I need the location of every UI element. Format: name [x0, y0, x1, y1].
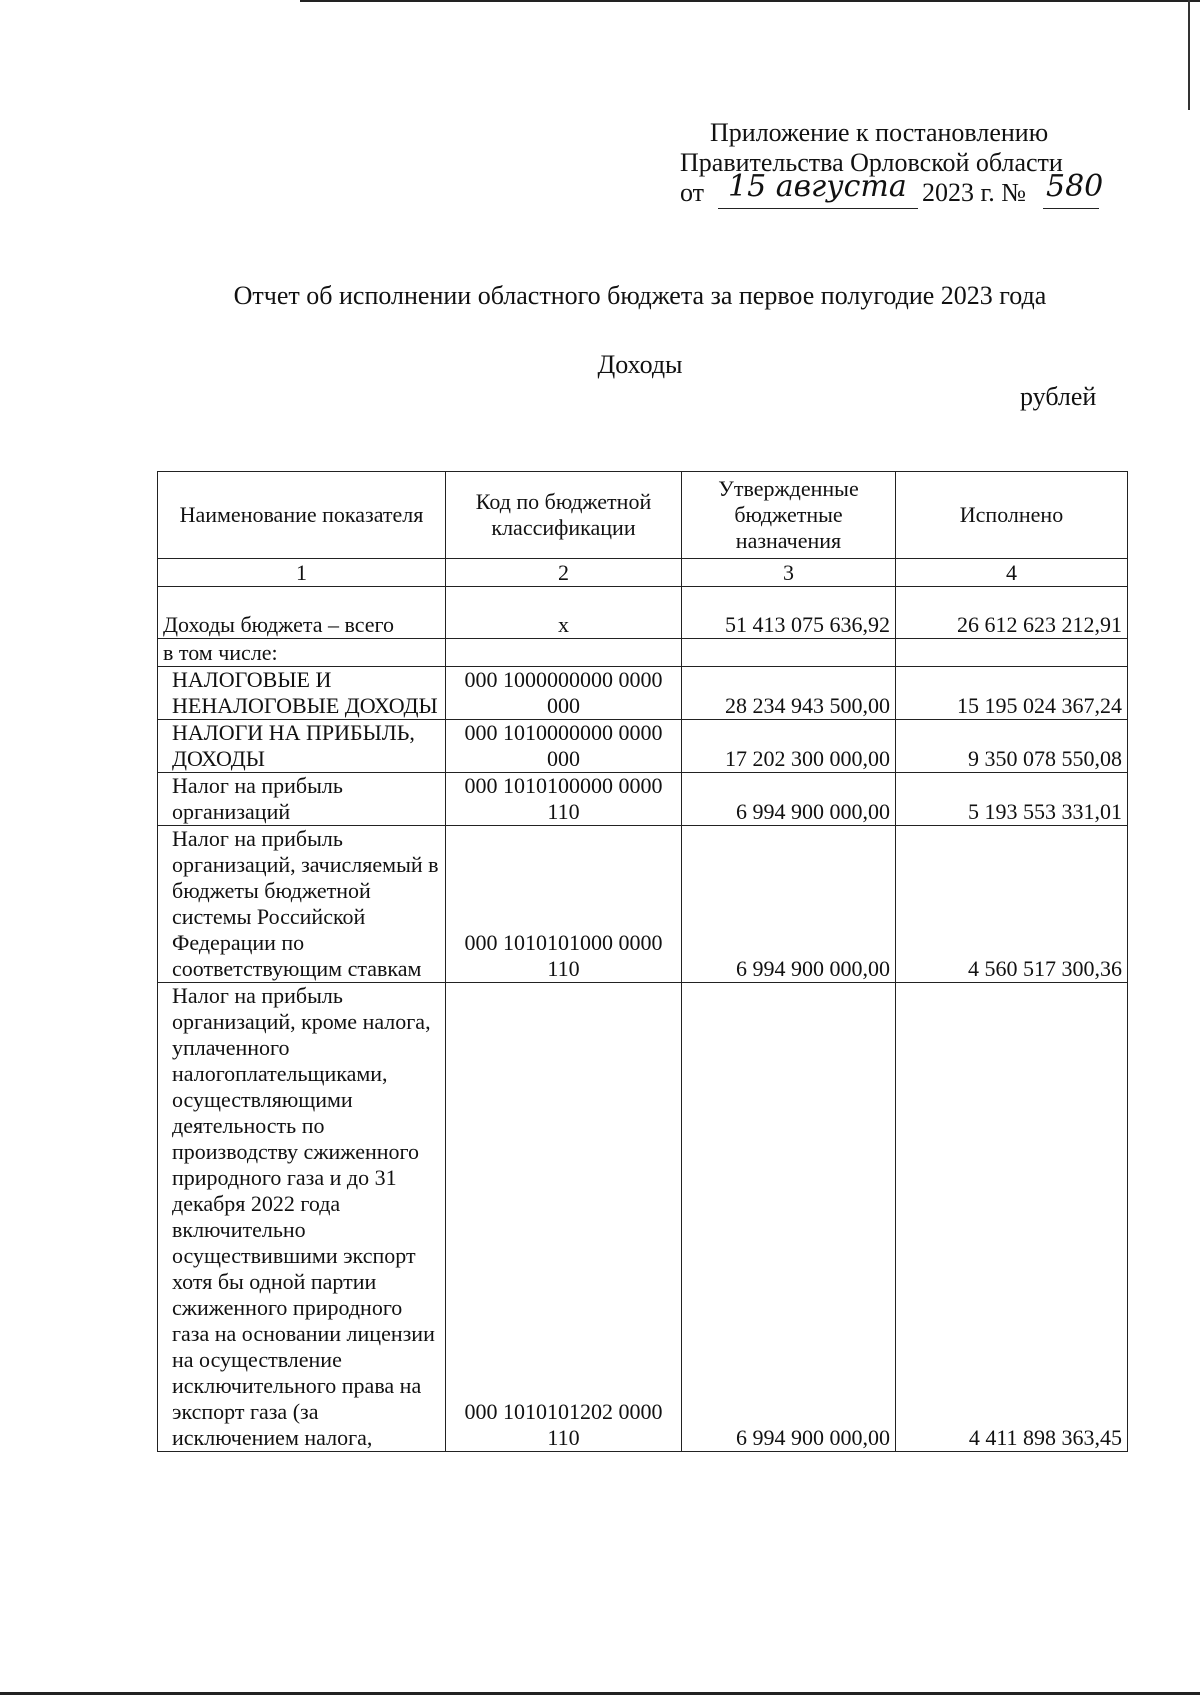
cell-executed: 15 195 024 367,24 — [896, 667, 1128, 720]
table-row — [158, 639, 1128, 667]
cell-code: x — [446, 587, 682, 639]
cell-name: в том числе: — [158, 639, 446, 667]
column-number-row — [158, 559, 1128, 587]
cell-executed: 9 350 078 550,08 — [896, 720, 1128, 773]
cell-approved: 51 413 075 636,92 — [682, 587, 896, 639]
appendix-date-line — [680, 169, 1120, 212]
number-handwritten: 580 — [1046, 169, 1104, 204]
date-prefix: от — [680, 178, 705, 207]
year-text: 2023 г. № — [922, 178, 1027, 207]
cell-code: 000 1010000000 0000 000 — [446, 720, 682, 773]
table-row — [158, 587, 1128, 639]
table-row — [158, 826, 1128, 983]
cell-name: НАЛОГИ НА ПРИБЫЛЬ, ДОХОДЫ — [158, 720, 446, 773]
unit-label: рублей — [1020, 382, 1097, 411]
table-row — [158, 983, 1128, 1452]
table-header-row — [158, 472, 1128, 559]
appendix-line2: Правительства Орловской области — [680, 148, 1063, 177]
cell-executed: 4 411 898 363,45 — [896, 983, 1128, 1452]
date-handwritten: 15 августа — [728, 169, 907, 204]
cell-executed: 26 612 623 212,91 — [896, 587, 1128, 639]
cell-code: 000 1010101000 0000 110 — [446, 826, 682, 983]
table-row — [158, 667, 1128, 720]
date-underline — [718, 208, 918, 209]
col-header-executed: Исполнено — [896, 472, 1128, 559]
cell-code: 000 1000000000 0000 000 — [446, 667, 682, 720]
cell-code: 000 1010100000 0000 110 — [446, 773, 682, 826]
cell-code: 000 1010101202 0000 110 — [446, 983, 682, 1452]
cell-name: Налог на прибыль организаций — [158, 773, 446, 826]
cell-approved — [682, 639, 896, 667]
col-header-name: Наименование показателя — [158, 472, 446, 559]
section-title: Доходы — [597, 350, 683, 379]
cell-name: Доходы бюджета – всего — [158, 587, 446, 639]
col-number-4: 4 — [896, 559, 1128, 587]
table-row — [158, 773, 1128, 826]
col-header-code: Код по бюджетной классификации — [446, 472, 682, 559]
col-header-approved: Утвержденные бюджетные назначения — [682, 472, 896, 559]
cell-code — [446, 639, 682, 667]
report-title: Отчет об исполнении областного бюджета за первое полугодие 2023 года — [233, 281, 1047, 310]
cell-approved: 17 202 300 000,00 — [682, 720, 896, 773]
cell-approved: 6 994 900 000,00 — [682, 826, 896, 983]
col-number-3: 3 — [682, 559, 896, 587]
cell-name: Налог на прибыль организаций, зачисляемый в бюджеты бюджетной системы Российской Федерации по соответствующим ставкам — [158, 826, 446, 983]
scan-edge-top — [300, 0, 1200, 2]
cell-approved: 6 994 900 000,00 — [682, 773, 896, 826]
cell-name: Налог на прибыль организаций, кроме налога, уплаченного налогоплательщиками, осуществляющими деятельность по производству сжиженного природного газа и до 31 декабря 2022 года включительно осуществившими экспорт хотя бы одной партии сжиженного природного газа на основании лицензии на осуществление исключительного права на экспорт газа (за исключением налога, — [158, 983, 446, 1452]
cell-name: НАЛОГОВЫЕ И НЕНАЛОГОВЫЕ ДОХОДЫ — [158, 667, 446, 720]
cell-executed: 4 560 517 300,36 — [896, 826, 1128, 983]
cell-executed — [896, 639, 1128, 667]
col-number-2: 2 — [446, 559, 682, 587]
cell-executed: 5 193 553 331,01 — [896, 773, 1128, 826]
appendix-block — [680, 118, 1120, 212]
cell-approved: 6 994 900 000,00 — [682, 983, 896, 1452]
cell-approved: 28 234 943 500,00 — [682, 667, 896, 720]
table-row — [158, 720, 1128, 773]
appendix-line1: Приложение к постановлению — [710, 118, 1049, 147]
scan-edge-bottom — [0, 1692, 1200, 1695]
income-table — [157, 471, 1128, 1452]
col-number-1: 1 — [158, 559, 446, 587]
number-underline — [1043, 208, 1099, 209]
scan-edge-right — [1188, 0, 1190, 110]
